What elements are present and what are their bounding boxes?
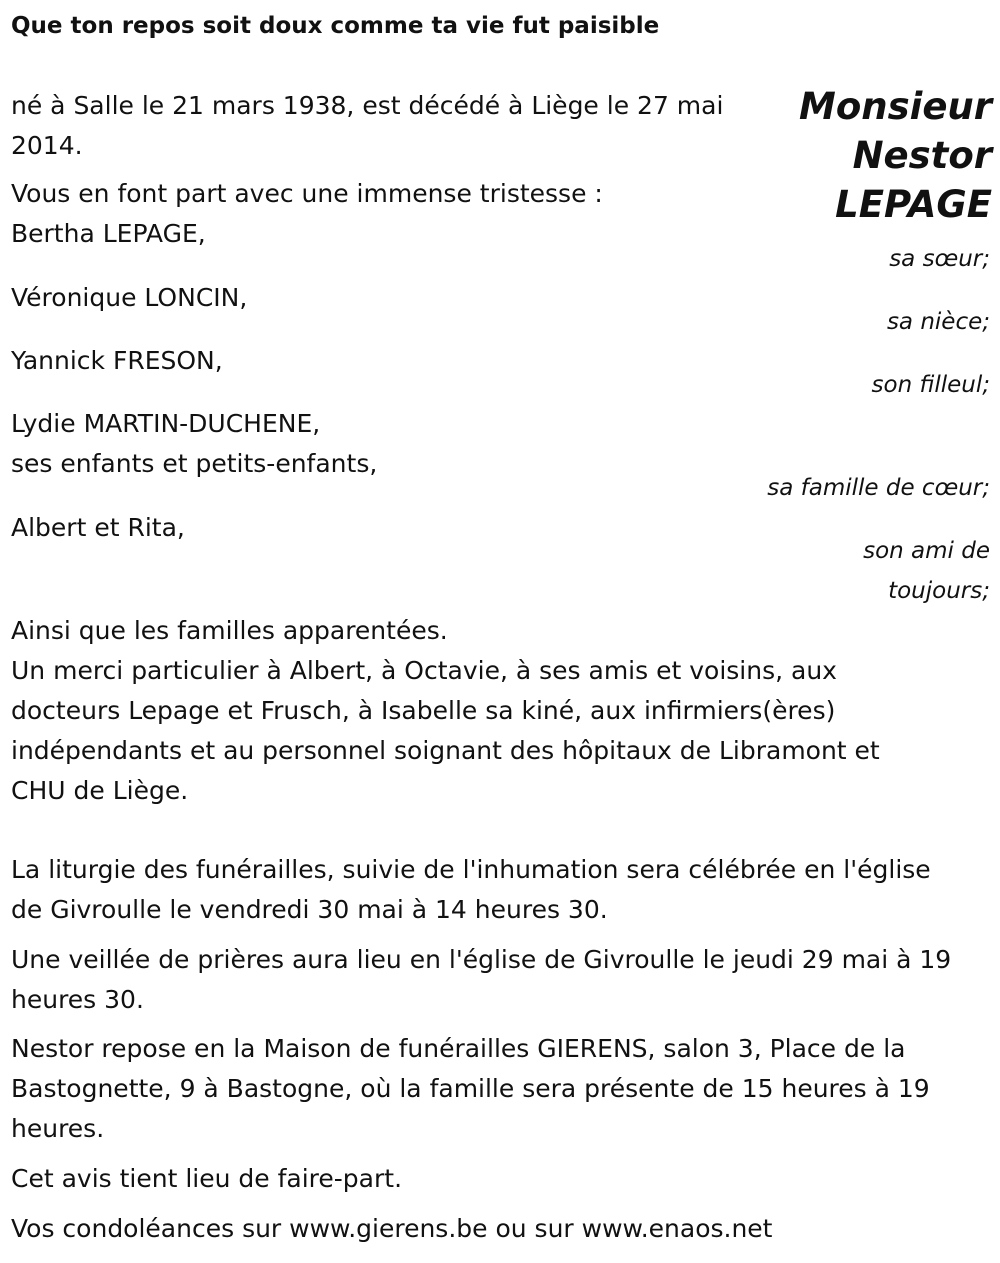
- liturgy-line: de Givroulle le vendredi 30 mai à 14 heures 30.: [11, 895, 608, 924]
- rest-line: Nestor repose en la Maison de funérailles GIERENS, salon 3, Place de la: [11, 1034, 906, 1063]
- family-name: Bertha LEPAGE,: [11, 219, 206, 248]
- deceased-last-name: LEPAGE: [835, 183, 992, 226]
- rest-line: Bastognette, 9 à Bastogne, où la famille sera présente de 15 heures à 19: [11, 1074, 930, 1103]
- birth-death-line1: né à Salle le 21 mars 1938, est décédé à Liège le 27 mai: [11, 91, 724, 120]
- birth-death-line2: 2014.: [11, 131, 83, 160]
- rest-line: heures.: [11, 1114, 105, 1143]
- family-name-line2: ses enfants et petits-enfants,: [11, 449, 378, 478]
- family-relation: sa famille de cœur;: [767, 475, 990, 501]
- family-relation: sa sœur;: [889, 246, 990, 272]
- condolences-text: Vos condoléances sur www.gierens.be ou sur www.enaos.net: [11, 1214, 773, 1243]
- family-relation: son filleul;: [871, 372, 990, 398]
- thanks-line: Un merci particulier à Albert, à Octavie, à ses amis et voisins, aux: [11, 656, 837, 685]
- vigil-line: Une veillée de prières aura lieu en l'église de Givroulle le jeudi 29 mai à 19: [11, 945, 952, 974]
- family-relation-line2: toujours;: [888, 578, 990, 604]
- family-relation: sa nièce;: [886, 309, 990, 335]
- liturgy-line: La liturgie des funérailles, suivie de l'inhumation sera célébrée en l'église: [11, 855, 931, 884]
- thanks-line: CHU de Liège.: [11, 776, 189, 805]
- vigil-line: heures 30.: [11, 985, 144, 1014]
- announce-text: Vous en font part avec une immense tristesse :: [11, 179, 603, 208]
- family-name: Albert et Rita,: [11, 513, 185, 542]
- family-name: Véronique LONCIN,: [11, 283, 248, 312]
- deceased-first-name: Nestor: [852, 134, 992, 177]
- heading: Que ton repos soit doux comme ta vie fut paisible: [11, 13, 660, 39]
- thanks-line: docteurs Lepage et Frusch, à Isabelle sa kiné, aux infirmiers(ères): [11, 696, 836, 725]
- thanks-line: indépendants et au personnel soignant des hôpitaux de Libramont et: [11, 736, 880, 765]
- related-families: Ainsi que les familles apparentées.: [11, 616, 448, 645]
- family-name: Yannick FRESON,: [11, 346, 223, 375]
- family-relation: son ami de: [863, 538, 990, 564]
- family-name: Lydie MARTIN-DUCHENE,: [11, 409, 321, 438]
- notice-text: Cet avis tient lieu de faire-part.: [11, 1164, 403, 1193]
- deceased-title-line1: Monsieur: [799, 85, 992, 128]
